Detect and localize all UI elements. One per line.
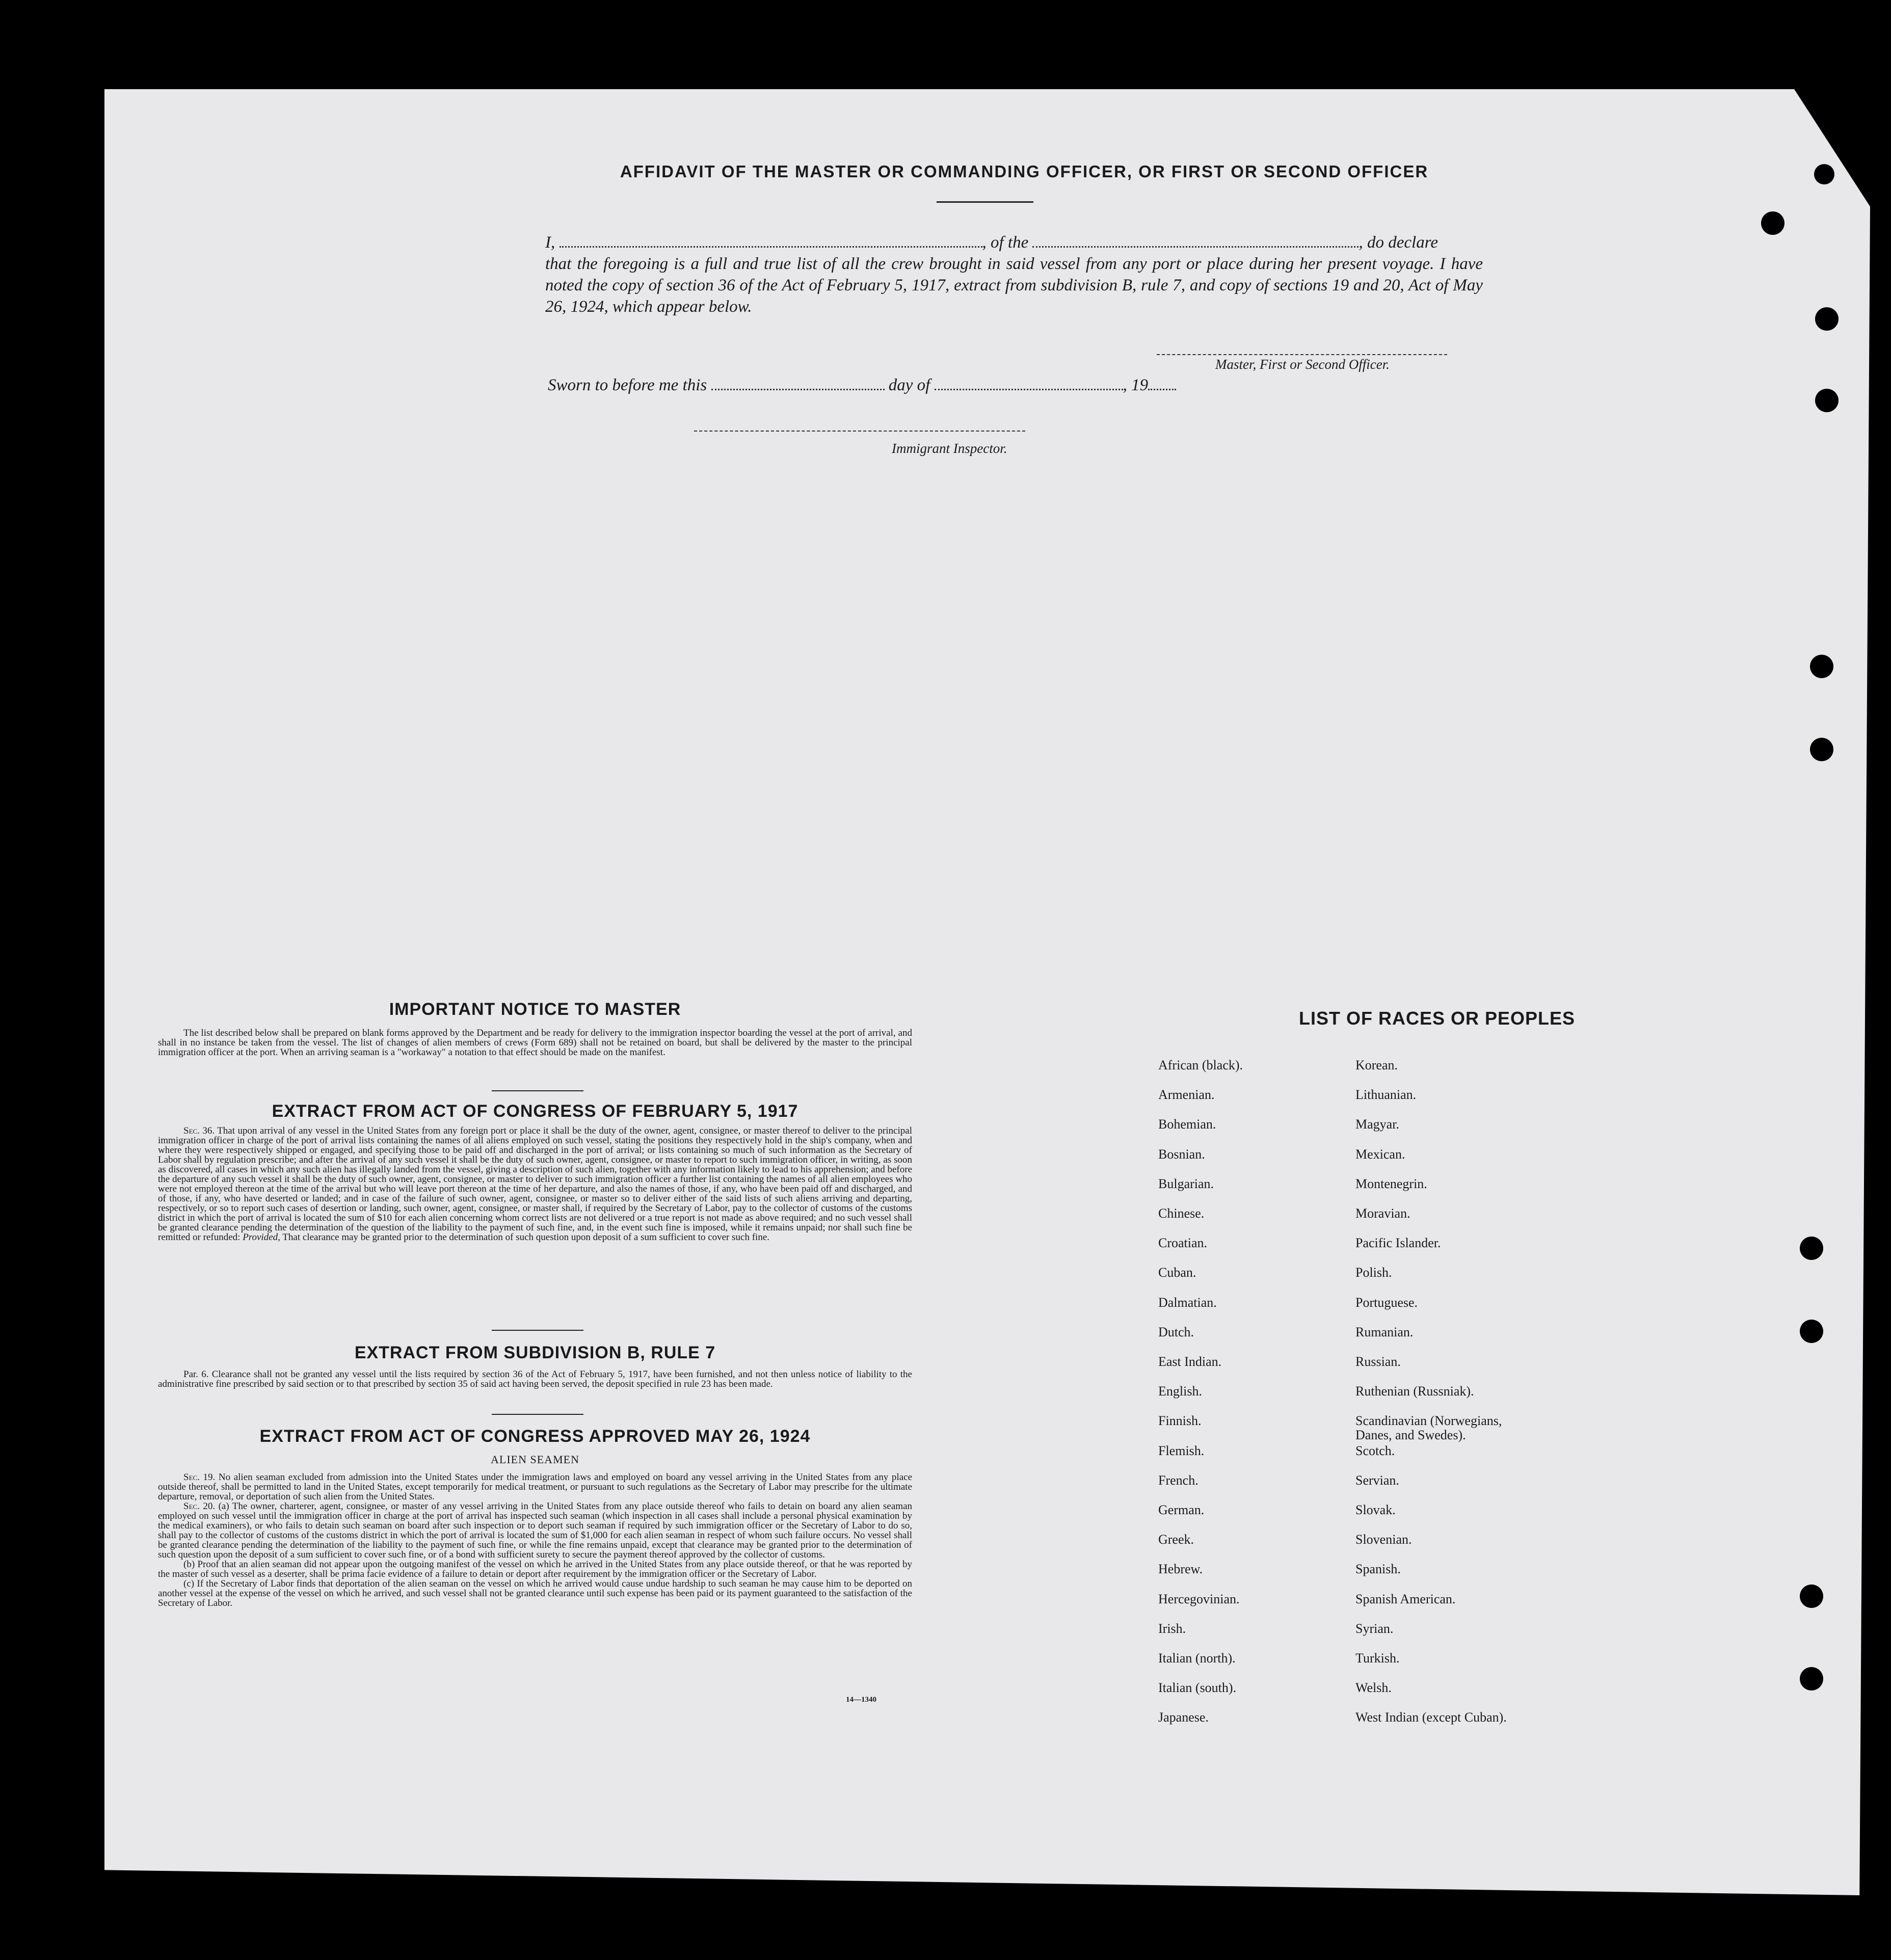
sworn-month-blank (935, 378, 1123, 390)
race-item: Syrian. (1355, 1621, 1394, 1636)
race-item: Magyar. (1355, 1117, 1399, 1132)
document-page (104, 89, 1870, 1895)
race-item: Servian. (1355, 1472, 1399, 1488)
race-item: German. (1158, 1502, 1205, 1517)
sec20a-text: (a) The owner, charterer, agent, consignee, or master of any vessel arriving in the United States from any place outside thereof who fails to detain on board any alien seaman employed on such vessel until the immigration officer in charge at the port of arrival has inspected such seaman (which inspection in all cases shall include a personal physical examination by the medical examiners), or who fails to detain such seaman on board after such inspection or to deport such seaman if required by such immigration officer or the Secretary of Labor to do so, shall pay to the collector of customs of the customs district in which the port of arrival is located the sum of $1,000 for each alien seaman in respect of whom such failure occurs. No vessel shall be granted clearance pending the determination of the liability to the payment of such fine, or while the fine remains unpaid, except that clearance may be granted prior to the determination of such question upon the deposit of a sum sufficient to cover such fine, or of a bond with sufficient surety to secure the payment thereof approved by the collector of customs. (158, 1501, 913, 1560)
race-item: Rumanian. (1355, 1324, 1414, 1339)
divider (492, 1414, 583, 1415)
binder-hole (1810, 655, 1833, 678)
race-item: Dalmatian. (1158, 1295, 1217, 1310)
vessel-blank (1032, 235, 1359, 248)
race-item: East Indian. (1158, 1354, 1222, 1369)
race-item: African (black). (1158, 1058, 1243, 1072)
sworn-year-blank (1148, 378, 1176, 390)
alien-seamen-subheading: ALIEN SEAMEN (491, 1453, 579, 1466)
binder-hole (1800, 1237, 1823, 1260)
sworn-day-label: day of (888, 376, 930, 394)
race-item: Cuban. (1158, 1265, 1196, 1280)
race-item: Scandinavian (Norwegians, Danes, and Swedes). (1355, 1413, 1502, 1443)
race-item: Montenegrin. (1355, 1176, 1427, 1191)
sec19-label: Sec. 19. (183, 1472, 216, 1483)
race-item: English. (1158, 1384, 1202, 1399)
divider (937, 201, 1033, 203)
sec20c: (c) If the Secretary of Labor finds that deportation of the alien seaman on the vessel on which he arrived would cause undue hardship to such seaman he may cause him to be deported on another vessel at the expense of the vessel on which he arrived, and such vessel shall not be granted clearance until such expense has been paid or its payment guaranteed to the satisfaction of the Secretary of Labor. (158, 1578, 912, 1608)
divider (492, 1090, 583, 1091)
extract-1924-heading: EXTRACT FROM ACT OF CONGRESS APPROVED MAY 26, 1924 (259, 1427, 811, 1446)
race-item: Russian. (1355, 1354, 1401, 1369)
extract-1917-heading: EXTRACT FROM ACT OF CONGRESS OF FEBRUARY 5, 1917 (272, 1102, 798, 1121)
extract-1924-text (158, 1472, 912, 1608)
race-item: Moravian. (1355, 1206, 1410, 1221)
race-item: Italian (south). (1158, 1680, 1237, 1696)
race-item: Flemish. (1158, 1443, 1205, 1458)
sec20-label: Sec. 20. (183, 1501, 216, 1512)
binder-hole (1800, 1320, 1823, 1343)
sec36-text: That upon arrival of any vessel in the United States from any foreign port or place it shall be the duty of the owner, agent, consignee, or master thereof to deliver to the principal immigration officer in charge of the port of arrival lists containing the names of all aliens employed on such vessel, stating the positions they respectively hold in the ship's company, when and where they were respectively shipped or engaged, and specifying those to be paid off and discharged in the port of arrival; or lists containing so much of such information as the Secretary of Labor shall by regulation prescribe; and after the arrival of any such vessel it shall be the duty of such owner, agent, consignee, or master to report to such immigration officer, in writing, as soon as discovered, all cases in which any such alien has illegally landed from the vessel, giving a description of such alien, together with any information likely to lead to his apprehension; and before the departure of any such vessel it shall be the duty of such owner, agent, consignee, or master to deliver to such immigration officer a further list containing the names of all alien employees who were not employed thereon at the time of the arrival but who will leave port thereon at the time of her departure, and also the names of those, if any, who have been paid off and discharged, and of those, if any, who have deserted or landed; and in case of the failure of such owner, agent, consignee, or master so to deliver either of the said lists of such aliens arriving and departing, respectively, or so to report such cases of desertion or landing, such owner, agent, consignee, or master shall, if required by the Secretary of Labor, pay to the collector of customs of the customs district in which the port of arrival is located the sum of $10 for each alien concerning whom correct lists are not delivered or a true report is not made as above required; and no such vessel shall be granted clearance pending the determination of the question of the liability to the payment of such fine, and, in the event such fine is imposed, while it remains unpaid; nor shall such fine be remitted or refunded: (158, 1125, 912, 1243)
binder-hole (1761, 211, 1785, 235)
binder-hole (1815, 307, 1839, 331)
race-item: Slovak. (1355, 1502, 1396, 1517)
notice-heading: IMPORTANT NOTICE TO MASTER (389, 1000, 681, 1019)
race-item: Bosnian. (1158, 1146, 1205, 1162)
binder-hole (1800, 1667, 1823, 1690)
sworn-day-blank (711, 378, 885, 390)
race-item: West Indian (except Cuban). (1355, 1710, 1507, 1725)
race-item: Finnish. (1158, 1413, 1202, 1429)
binder-hole (1800, 1585, 1823, 1608)
binder-hole (1815, 389, 1839, 412)
extract-rule7-heading: EXTRACT FROM SUBDIVISION B, RULE 7 (354, 1343, 716, 1362)
race-item: Lithuanian. (1355, 1087, 1417, 1103)
race-item: Italian (north). (1158, 1651, 1236, 1666)
sec19-text: No alien seaman excluded from admission into the United States under the immigration laws and employed on board any vessel arriving in the United States from any place outside thereof, shall be permitted to land in the United States, except temporarily for medical treatment, or pursuant to such regulations as the Secretary of Labor may prescribe for the ultimate departure, removal, or deportation of such alien from the United States. (158, 1472, 912, 1502)
inspector-caption: Immigrant Inspector. (892, 441, 1007, 456)
extract-rule7-text: Par. 6. Clearance shall not be granted any vessel until the lists required by section 36 of the Act of February 5, 1917, have been furnished, and not then unless notice of liability to the administrative fine prescribed by said section or to that prescribed by section 35 of said act having been served, the deposit specified in rule 23 has been made. (158, 1369, 912, 1389)
extract-1917-text (158, 1126, 912, 1242)
affidavit-text (545, 232, 1483, 317)
race-item: Greek. (1158, 1532, 1194, 1547)
sworn-line (548, 376, 1176, 395)
race-item: Croatian. (1158, 1236, 1208, 1251)
race-item: Mexican. (1355, 1146, 1405, 1162)
sec20b: (b) Proof that an alien seaman did not appear upon the outgoing manifest of the vessel on which he arrived in the United States from any place outside thereof, or that he was reported by the master of such vessel as a deserter, shall be prima facie evidence of a failure to detain or deport after requirement by the immigration officer or the Secretary of Labor. (158, 1559, 912, 1579)
races-heading: LIST OF RACES OR PEOPLES (1298, 1008, 1576, 1029)
affidavit-i: I, (545, 233, 555, 252)
race-item: Scotch. (1355, 1443, 1395, 1458)
divider (492, 1330, 583, 1331)
race-item: Portuguese. (1355, 1295, 1418, 1310)
affidavit-of-the: , of the (982, 233, 1029, 252)
race-item: Spanish American. (1355, 1591, 1456, 1606)
master-caption: Master, First or Second Officer. (1215, 357, 1390, 372)
race-item: Japanese. (1158, 1710, 1209, 1725)
proviso-text: That clearance may be granted prior to the determination of such question upon deposit of a sum sufficient to cover such fine. (282, 1232, 769, 1243)
race-item: Polish. (1355, 1265, 1392, 1280)
binder-hole (1810, 738, 1833, 761)
notice-text: The list described below shall be prepared on blank forms approved by the Department and be ready for delivery to the immigration inspector boarding the vessel at the port of arrival, and shall in no instance be taken from the vessel. The list of changes of alien members of crews (Form 689) shall not be retained on board, but shall be delivered by the master to the principal immigration officer at the port. When an arriving seaman is a "workaway" a notation to that effect should be made on the manifest. (158, 1028, 912, 1058)
form-number: 14—1340 (846, 1696, 876, 1704)
race-item: Chinese. (1158, 1206, 1205, 1221)
affidavit-line-1 (545, 232, 1483, 253)
sec20a (158, 1501, 912, 1560)
name-blank (560, 235, 982, 248)
race-item: Slovenian. (1355, 1532, 1412, 1547)
race-item: Ruthenian (Russniak). (1355, 1384, 1474, 1399)
race-item: Turkish. (1355, 1651, 1400, 1666)
sec19 (158, 1472, 912, 1501)
affidavit-declare: , do declare (1359, 233, 1438, 252)
race-item: Hercegovinian. (1158, 1591, 1240, 1606)
binder-hole (1814, 164, 1834, 184)
race-item: Bohemian. (1158, 1117, 1216, 1132)
race-item: Bulgarian. (1158, 1176, 1214, 1191)
race-item: Korean. (1355, 1058, 1398, 1072)
race-item: Pacific Islander. (1355, 1236, 1441, 1251)
proviso-label: Provided, (243, 1232, 280, 1243)
sec36-label: Sec. 36. (183, 1125, 215, 1136)
race-item: Armenian. (1158, 1087, 1215, 1103)
master-signature-line (1157, 354, 1447, 355)
affidavit-title: AFFIDAVIT OF THE MASTER OR COMMANDING OFFICER, OR FIRST OR SECOND OFFICER (620, 162, 1429, 181)
affidavit-body: that the foregoing is a full and true list of all the crew brought in said vessel from any port or place during her present voyage. I have noted the copy of section 36 of the Act of February 5, 1917, extract from subdivision B, rule 7, and copy of sections 19 and 20, Act of May 26, 1924, which appear below. (545, 255, 1483, 316)
race-item: French. (1158, 1472, 1198, 1488)
race-item: Spanish. (1355, 1562, 1401, 1577)
race-item: Irish. (1158, 1621, 1186, 1636)
inspector-signature-line (694, 431, 1025, 432)
race-item: Welsh. (1355, 1680, 1392, 1696)
race-item: Hebrew. (1158, 1562, 1203, 1577)
sworn-year-label: , 19 (1123, 376, 1149, 394)
sworn-prefix: Sworn to before me this (548, 376, 707, 394)
race-item: Dutch. (1158, 1324, 1194, 1339)
